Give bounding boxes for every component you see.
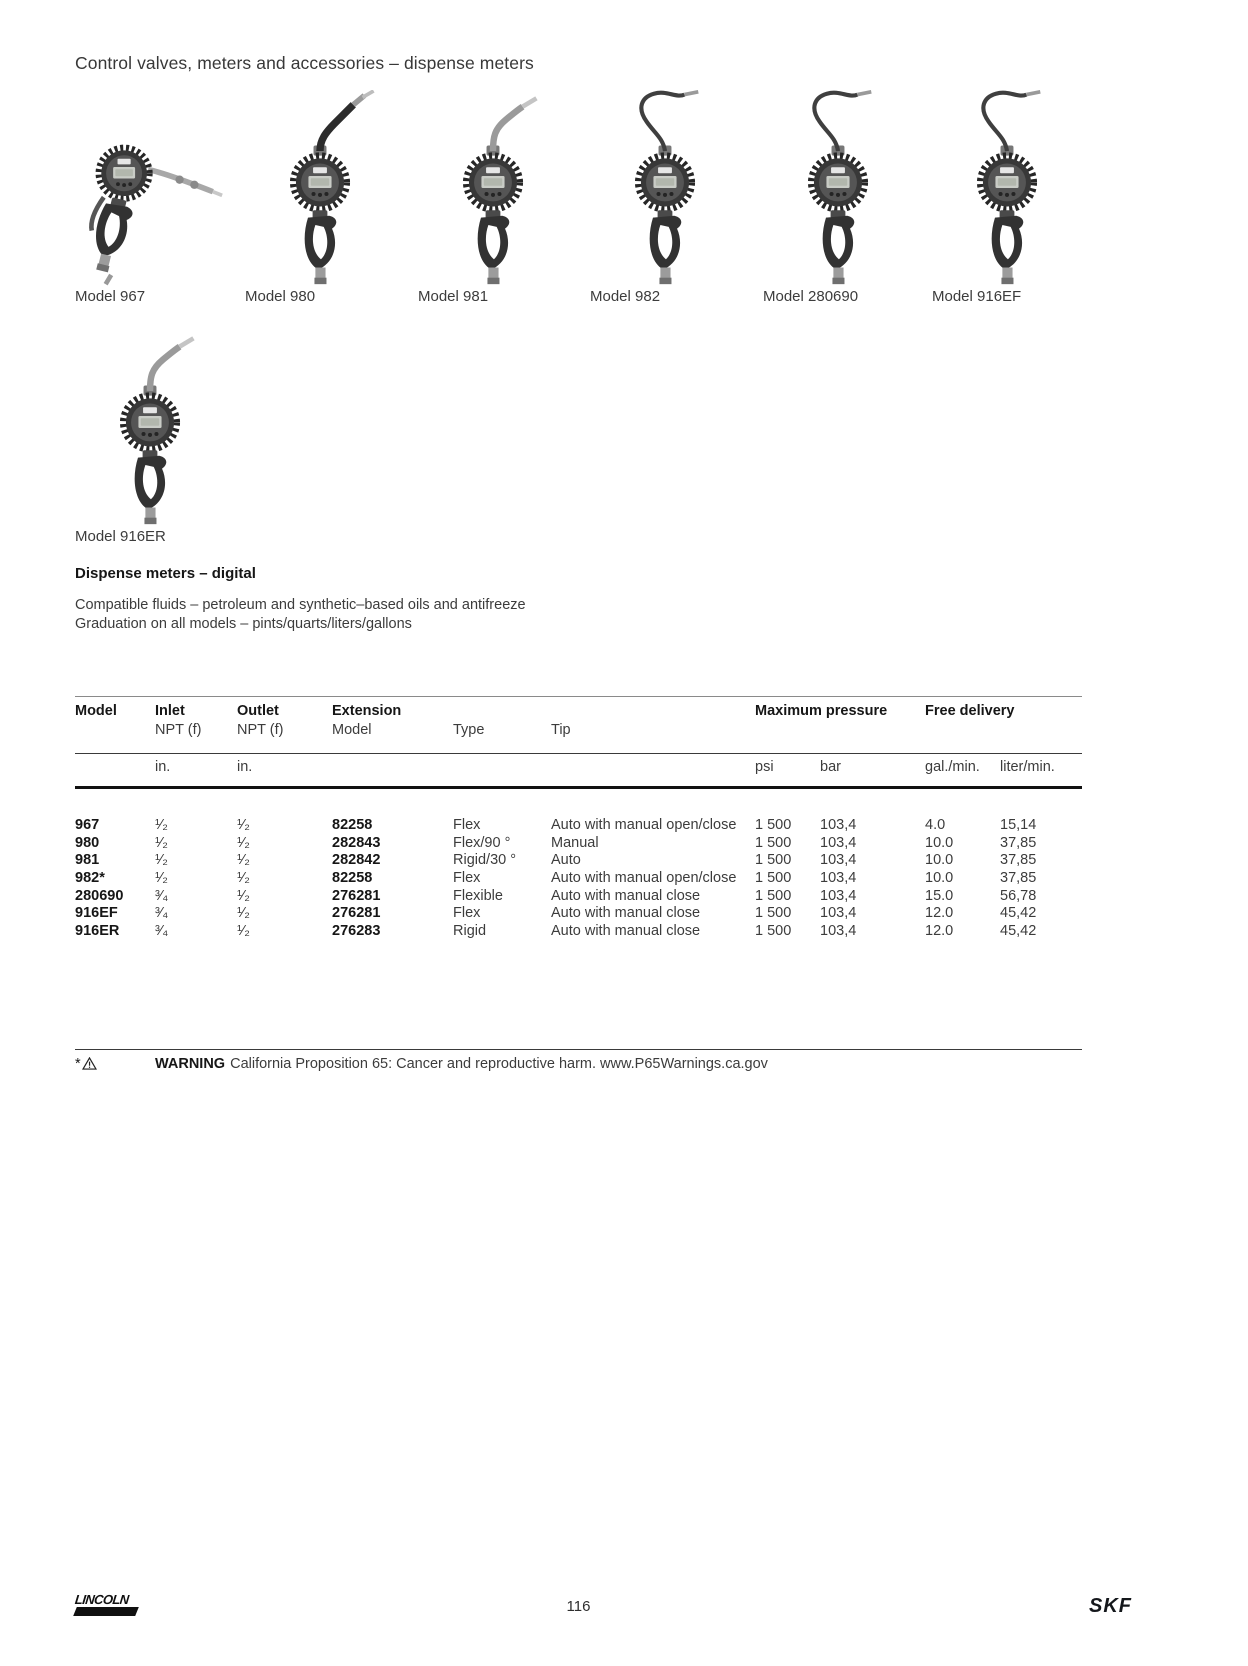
product-card: [932, 90, 1097, 308]
cell-delivery-liter: 15,14: [1000, 817, 1037, 833]
product-model-label: Model 980: [245, 288, 316, 305]
cell-delivery-gal: 10.0: [925, 852, 954, 869]
cell-type: Flexible: [453, 887, 503, 904]
product-card: [763, 90, 928, 308]
cell-pressure-psi: 1 500: [755, 852, 792, 869]
cell-model: 981: [75, 852, 100, 869]
cell-pressure-bar: 103,4: [820, 905, 857, 922]
cell-delivery-liter: 45,42: [1000, 923, 1037, 940]
dispense-meter-gun-icon: [75, 330, 225, 526]
cell-pressure-bar: 103,4: [820, 834, 857, 851]
warning-marker: *: [75, 1056, 97, 1072]
cell-delivery-gal: 10.0: [925, 870, 954, 887]
cell-delivery-liter: 56,78: [1000, 887, 1037, 904]
cell-pressure-bar: 103,4: [820, 870, 857, 887]
warning-text: WARNING California Proposition 65: Cancer and reproductive harm. www.P65Warnings.ca.gov: [155, 1056, 768, 1072]
product-model-label: Model 967: [75, 288, 146, 305]
col-subheader-inlet-npt: NPT (f): [155, 722, 202, 738]
product-card: [75, 330, 240, 548]
cell-inlet-npt: ¹⁄₂: [155, 870, 168, 887]
cell-tip: Manual: [551, 834, 599, 851]
cell-outlet-npt: ¹⁄₂: [237, 905, 250, 922]
cell-tip: Auto: [551, 852, 581, 869]
dispense-meter-gun-icon: [418, 90, 568, 286]
graduation-line: Graduation on all models – pints/quarts/liters/gallons: [75, 616, 412, 632]
cell-pressure-psi: 1 500: [755, 887, 792, 904]
cell-extension-model: 82258: [332, 870, 373, 887]
table-row: [75, 923, 1082, 941]
product-card: [75, 90, 240, 308]
cell-delivery-gal: 12.0: [925, 923, 954, 940]
col-header-tip: Tip: [551, 722, 571, 738]
cell-extension-model: 282843: [332, 834, 381, 851]
product-card: [590, 90, 755, 308]
cell-pressure-psi: 1 500: [755, 905, 792, 922]
unit-psi: psi: [755, 759, 774, 775]
warning-rule: [75, 1049, 1082, 1050]
cell-outlet-npt: ¹⁄₂: [237, 817, 250, 833]
cell-delivery-liter: 37,85: [1000, 870, 1037, 887]
cell-extension-model: 276283: [332, 923, 381, 940]
table-header-rule: [75, 753, 1082, 754]
cell-model: 980: [75, 834, 100, 851]
cell-extension-model: 82258: [332, 817, 373, 833]
cell-tip: Auto with manual close: [551, 887, 701, 904]
cell-delivery-liter: 37,85: [1000, 834, 1037, 851]
cell-pressure-psi: 1 500: [755, 923, 792, 940]
cell-model: 916EF: [75, 905, 118, 922]
cell-tip: Auto with manual open/close: [551, 817, 737, 833]
page-title: Control valves, meters and accessories – dispense meters: [75, 53, 534, 73]
cell-tip: Auto with manual close: [551, 905, 701, 922]
col-header-inlet: Inlet: [155, 703, 185, 719]
cell-model: 982*: [75, 870, 105, 887]
dispense-meter-gun-icon: [932, 90, 1082, 286]
dispense-meter-gun-icon: [590, 90, 740, 286]
warning-label: WARNING: [155, 1056, 226, 1072]
cell-model: 967: [75, 817, 100, 833]
col-header-max-pressure: Maximum pressure: [755, 703, 888, 719]
col-header-outlet: Outlet: [237, 703, 279, 719]
cell-outlet-npt: ¹⁄₂: [237, 834, 250, 851]
col-header-type: Type: [453, 722, 485, 738]
cell-pressure-bar: 103,4: [820, 817, 857, 833]
unit-liter-min: liter/min.: [1000, 759, 1055, 775]
cell-extension-model: 276281: [332, 905, 381, 922]
section-heading: Dispense meters – digital: [75, 565, 256, 582]
table-row: [75, 888, 1082, 906]
cell-inlet-npt: ¹⁄₂: [155, 834, 168, 851]
cell-outlet-npt: ¹⁄₂: [237, 870, 250, 887]
compatible-fluids-line: Compatible fluids – petroleum and synthetic–based oils and antifreeze: [75, 597, 526, 613]
table-row: [75, 870, 1082, 888]
table-row: [75, 817, 1082, 835]
cell-delivery-liter: 37,85: [1000, 852, 1037, 869]
product-model-label: Model 916ER: [75, 528, 166, 545]
dispense-meter-gun-icon: [75, 90, 225, 286]
cell-tip: Auto with manual close: [551, 923, 701, 940]
skf-logo: SKF: [1089, 1595, 1132, 1617]
product-model-label: Model 916EF: [932, 288, 1022, 305]
cell-inlet-npt: ³⁄₄: [155, 887, 169, 904]
cell-tip: Auto with manual open/close: [551, 870, 737, 887]
cell-pressure-bar: 103,4: [820, 887, 857, 904]
cell-delivery-gal: 12.0: [925, 905, 954, 922]
col-subheader-extension-model: Model: [332, 722, 372, 738]
col-header-free-delivery: Free delivery: [925, 703, 1015, 719]
product-card: [418, 90, 583, 308]
cell-delivery-gal: 10.0: [925, 834, 954, 851]
cell-inlet-npt: ³⁄₄: [155, 905, 169, 922]
cell-type: Flex: [453, 870, 481, 887]
unit-inlet: in.: [155, 759, 171, 775]
cell-outlet-npt: ¹⁄₂: [237, 852, 250, 869]
table-units-rule: [75, 786, 1082, 789]
table-top-rule: [75, 696, 1082, 697]
cell-model: 916ER: [75, 923, 120, 940]
table-row: [75, 852, 1082, 870]
cell-delivery-liter: 45,42: [1000, 905, 1037, 922]
unit-outlet: in.: [237, 759, 253, 775]
product-model-label: Model 982: [590, 288, 661, 305]
table-row: [75, 905, 1082, 923]
cell-type: Flex: [453, 905, 481, 922]
cell-model: 280690: [75, 887, 124, 904]
cell-pressure-psi: 1 500: [755, 817, 792, 833]
cell-inlet-npt: ³⁄₄: [155, 923, 169, 940]
col-header-model: Model: [75, 703, 117, 719]
cell-type: Rigid: [453, 923, 487, 940]
cell-type: Flex/90 °: [453, 834, 511, 851]
unit-gal-min: gal./min.: [925, 759, 980, 775]
cell-extension-model: 276281: [332, 887, 381, 904]
cell-delivery-gal: 4.0: [925, 817, 946, 833]
product-model-label: Model 280690: [763, 288, 859, 305]
lincoln-logo-text: LINCOLN: [74, 1592, 130, 1607]
page-number: 116: [566, 1598, 591, 1615]
cell-pressure-bar: 103,4: [820, 923, 857, 940]
cell-inlet-npt: ¹⁄₂: [155, 852, 168, 869]
cell-outlet-npt: ¹⁄₂: [237, 887, 250, 904]
unit-bar: bar: [820, 759, 841, 775]
cell-type: Flex: [453, 817, 481, 833]
cell-inlet-npt: ¹⁄₂: [155, 817, 168, 833]
col-header-extension: Extension: [332, 703, 402, 719]
cell-outlet-npt: ¹⁄₂: [237, 923, 250, 940]
dispense-meter-gun-icon: [763, 90, 913, 286]
product-model-label: Model 981: [418, 288, 489, 305]
table-row: [75, 835, 1082, 853]
spec-table-body: [75, 817, 1082, 941]
cell-pressure-psi: 1 500: [755, 870, 792, 887]
product-card: [245, 90, 410, 308]
cell-delivery-gal: 15.0: [925, 887, 954, 904]
cell-pressure-psi: 1 500: [755, 834, 792, 851]
col-subheader-outlet-npt: NPT (f): [237, 722, 284, 738]
cell-type: Rigid/30 °: [453, 852, 517, 869]
dispense-meter-gun-icon: [245, 90, 395, 286]
cell-pressure-bar: 103,4: [820, 852, 857, 869]
warning-triangle-icon: [82, 1057, 97, 1070]
cell-extension-model: 282842: [332, 852, 381, 869]
